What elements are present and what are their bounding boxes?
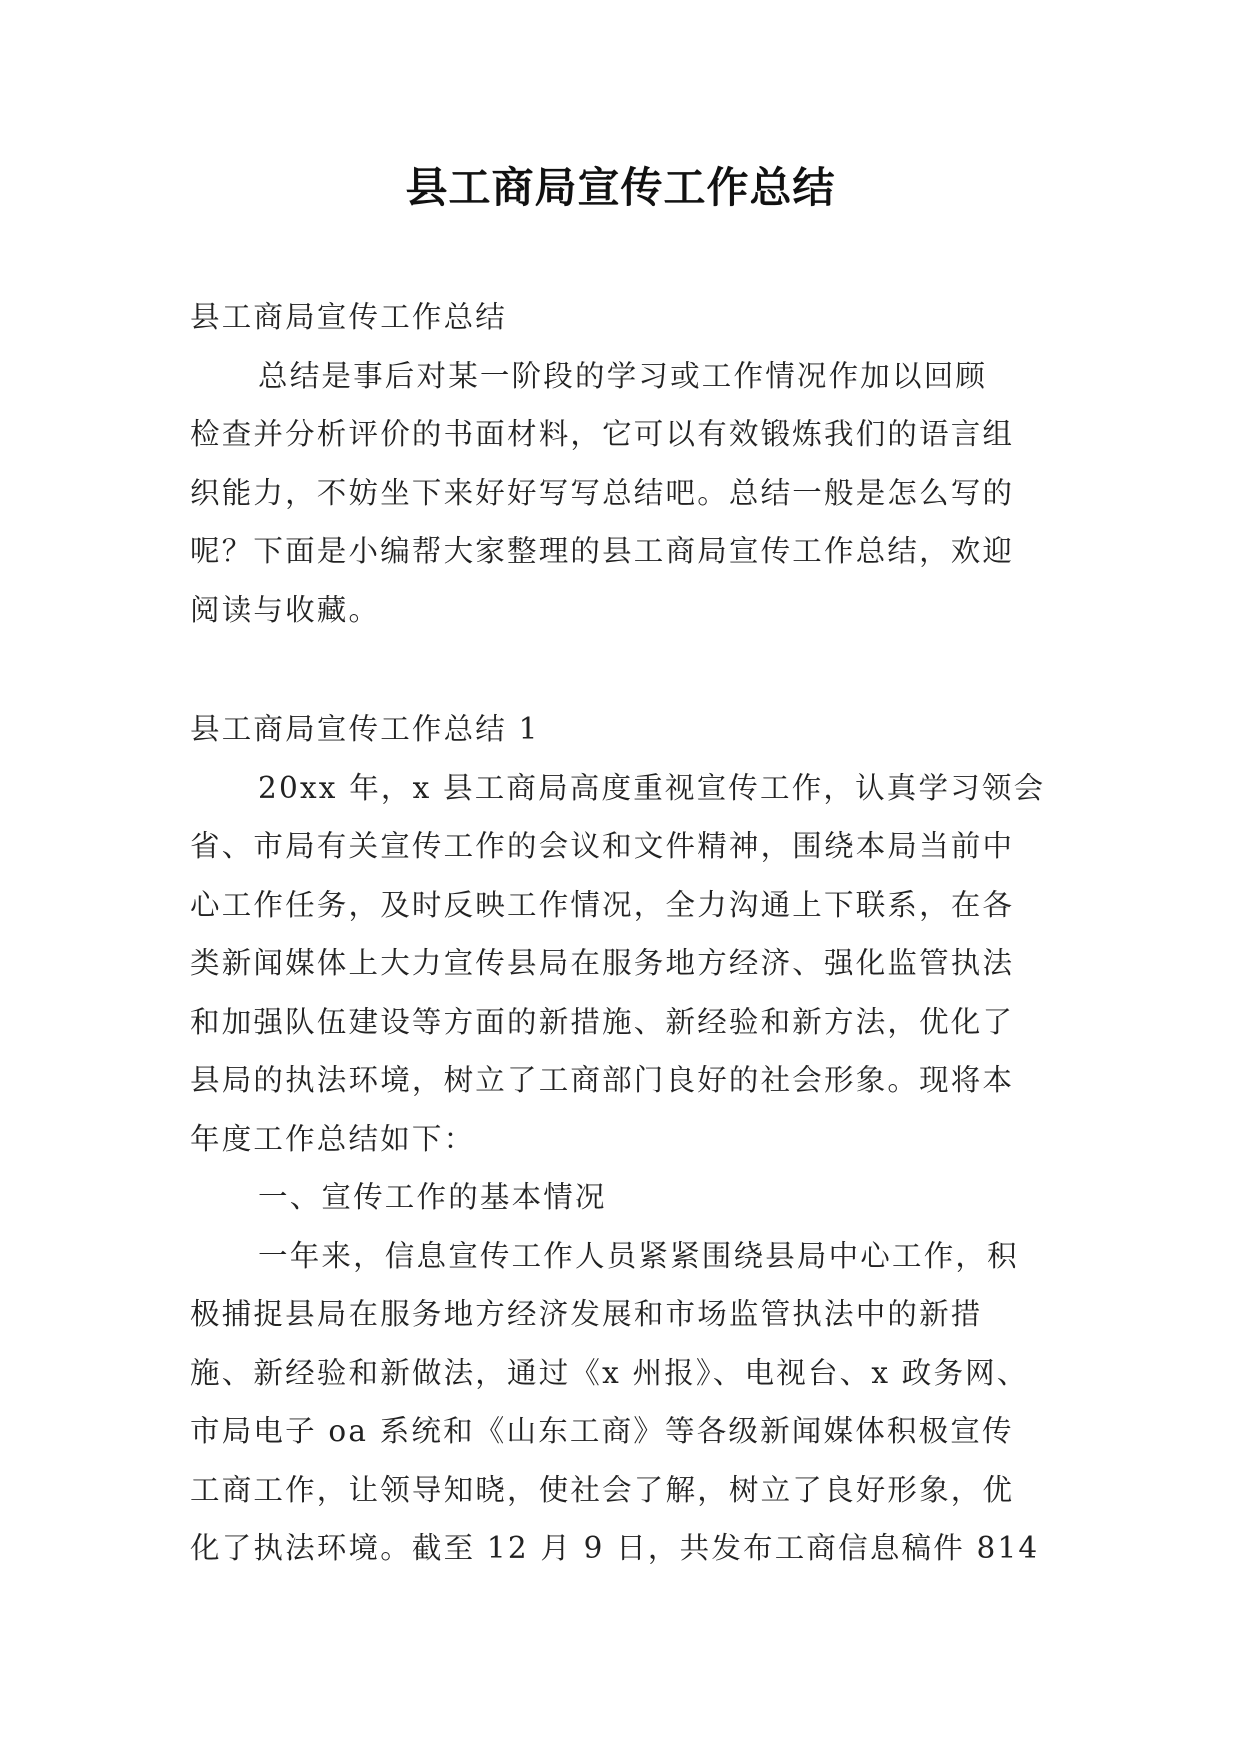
paragraph-line: 一年来，信息宣传工作人员紧紧围绕县局中心工作，积 — [258, 1238, 1019, 1273]
paragraph-line: 省、市局有关宣传工作的会议和文件精神，围绕本局当前中 — [190, 829, 1015, 863]
document-title: 县工商局宣传工作总结 — [405, 163, 836, 212]
intro-heading: 县工商局宣传工作总结 — [190, 300, 508, 334]
section-1 — [190, 700, 1070, 1578]
paragraph-line: 20xx 年，x 县工商局高度重视宣传工作，认真学习领会 — [258, 770, 1046, 805]
intro-line: 阅读与收藏。 — [190, 592, 381, 627]
paragraph-line: 化了执法环境。截至 12 月 9 日，共发布工商信息稿件 814 — [190, 1531, 1040, 1565]
paragraph-line: 县局的执法环境，树立了工商部门良好的社会形象。现将本 — [190, 1063, 1015, 1097]
intro-line: 总结是事后对某一阶段的学习或工作情况作加以回顾 — [258, 358, 988, 393]
paragraph-line: 施、新经验和新做法，通过《x 州报》、电视台、x 政务网、 — [190, 1355, 1029, 1390]
paragraph-line: 和加强队伍建设等方面的新措施、新经验和新方法，优化了 — [190, 1004, 1015, 1039]
subheading: 一、宣传工作的基本情况 — [258, 1180, 607, 1214]
paragraph-line: 市局电子 oa 系统和《山东工商》等各级新闻媒体积极宣传 — [190, 1414, 1014, 1448]
intro-section — [190, 288, 1070, 639]
intro-line: 呢？下面是小编帮大家整理的县工商局宣传工作总结，欢迎 — [190, 534, 1015, 568]
section-heading: 县工商局宣传工作总结 1 — [190, 712, 540, 746]
paragraph-line: 心工作任务，及时反映工作情况，全力沟通上下联系，在各 — [190, 887, 1015, 922]
intro-line: 检查并分析评价的书面材料，它可以有效锻炼我们的语言组 — [190, 417, 1015, 451]
paragraph-line: 工商工作，让领导知晓，使社会了解，树立了良好形象，优 — [190, 1472, 1015, 1507]
paragraph-line: 年度工作总结如下： — [190, 1121, 476, 1156]
paragraph-line: 极捕捉县局在服务地方经济发展和市场监管执法中的新措 — [190, 1297, 983, 1331]
paragraph-line: 类新闻媒体上大力宣传县局在服务地方经济、强化监管执法 — [190, 946, 1015, 980]
intro-line: 织能力，不妨坐下来好好写写总结吧。总结一般是怎么写的 — [190, 475, 1015, 510]
